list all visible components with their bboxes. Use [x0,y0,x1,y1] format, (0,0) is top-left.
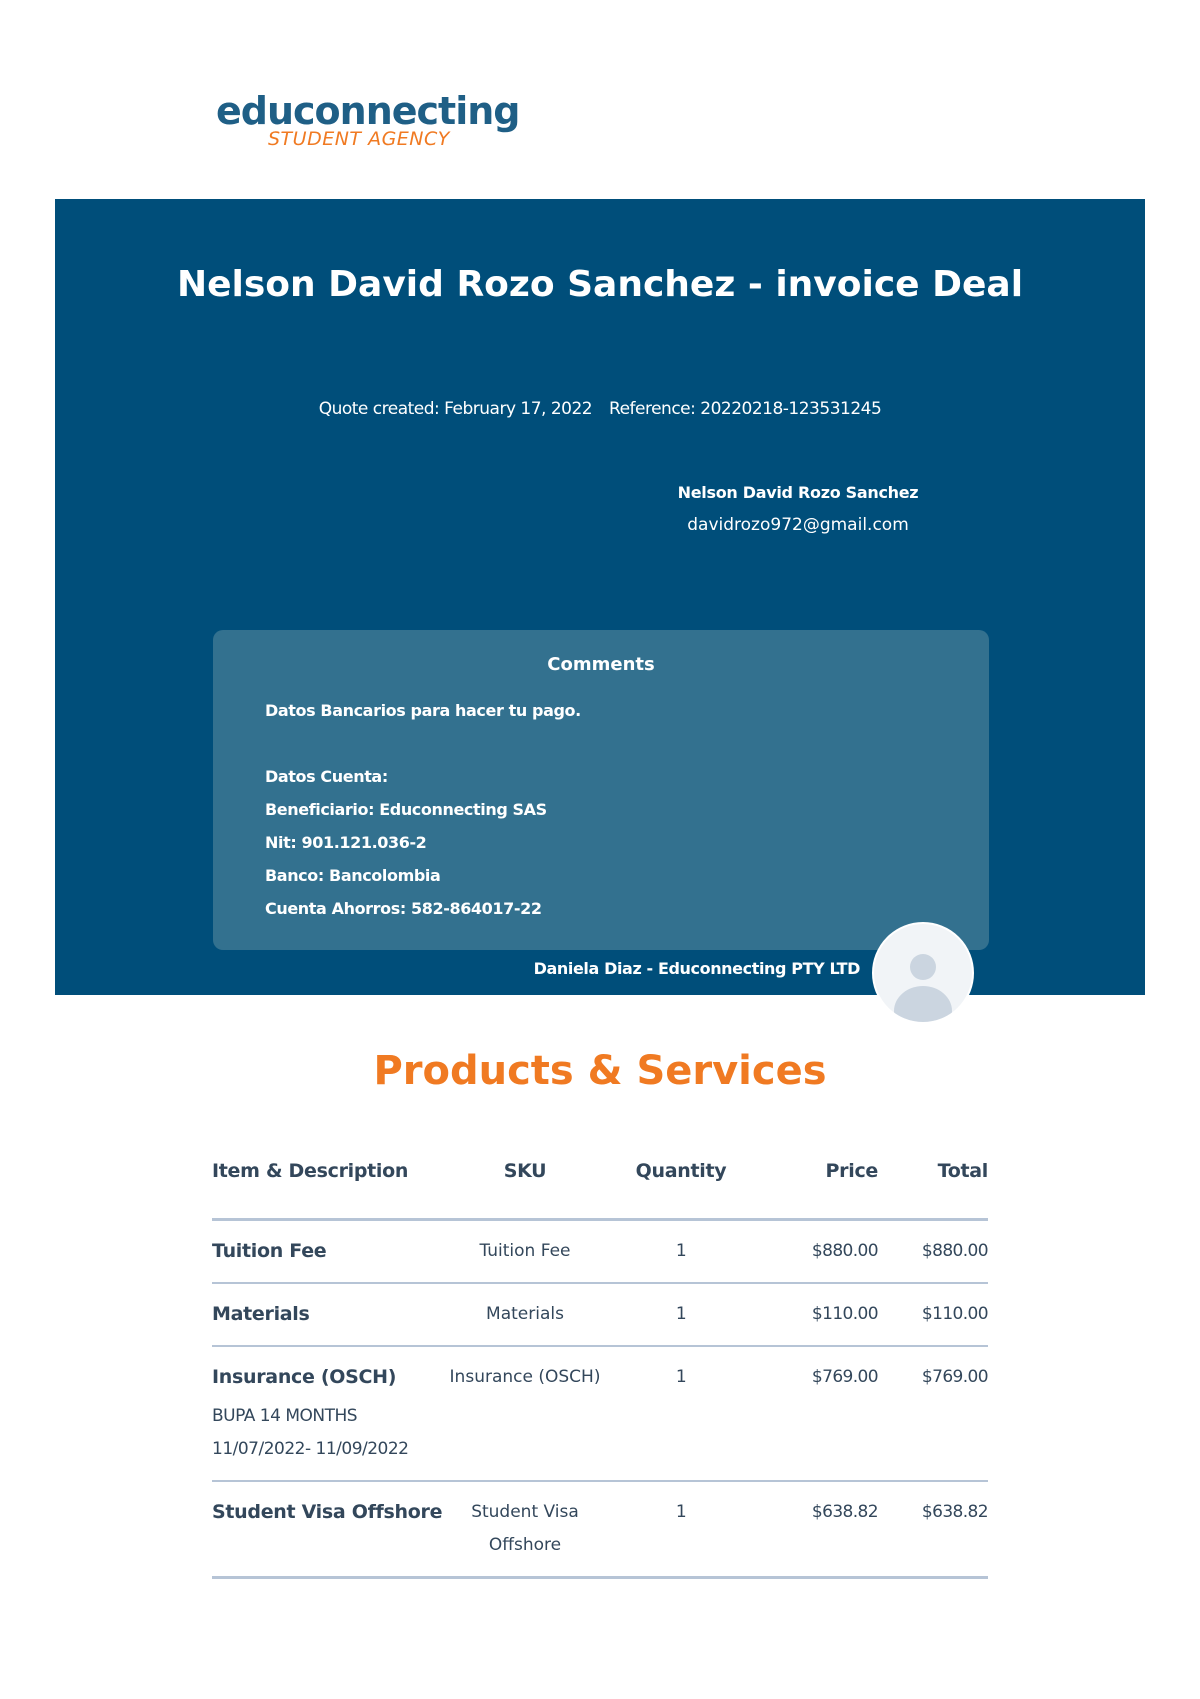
avatar-head-icon [910,954,936,980]
item-name: Materials [212,1303,310,1325]
invoice-header-panel [55,199,1145,995]
item-price: $880.00 [756,1220,878,1284]
column-header-quantity: Quantity [606,1138,756,1220]
quote-created-date: Quote created: February 17, 2022 [318,399,593,419]
products-title: Products & Services [373,1048,827,1094]
item-sku: Student Visa Offshore [444,1481,606,1578]
comments-text [265,694,581,925]
item-total: $110.00 [878,1283,988,1346]
item-total: $769.00 [878,1346,988,1481]
column-header-sku: SKU [444,1138,606,1220]
column-header-price: Price [756,1138,878,1220]
comments-title: Comments [547,654,655,675]
logo-tagline: STUDENT AGENCY [268,128,450,150]
products-table [212,1138,988,1579]
item-name: Insurance (OSCH) [212,1366,397,1388]
comment-line: Datos Cuenta: [265,767,388,786]
contact-block [605,477,991,541]
item-quantity: 1 [606,1283,756,1346]
item-name: Tuition Fee [212,1240,327,1262]
comment-line: Nit: 901.121.036-2 [265,833,427,852]
item-price: $769.00 [756,1346,878,1481]
comment-line: Banco: Bancolombia [265,866,441,885]
company-logo [216,89,520,150]
item-quantity: 1 [606,1346,756,1481]
item-quantity: 1 [606,1481,756,1578]
contact-email: davidrozo972@gmail.com [687,515,909,535]
item-total: $638.82 [878,1481,988,1578]
table-row [212,1220,988,1284]
table-header-row [212,1138,988,1220]
column-header-total: Total [878,1138,988,1220]
item-sku: Tuition Fee [444,1220,606,1284]
quote-reference: Reference: 20220218-123531245 [609,399,882,419]
item-price: $110.00 [756,1283,878,1346]
table-row [212,1283,988,1346]
sender-signature: Daniela Diaz - Educonnecting PTY LTD [533,959,860,978]
avatar-body-icon [894,986,952,1024]
item-sku: Insurance (OSCH) [444,1346,606,1481]
comment-line: Cuenta Ahorros: 582-864017-22 [265,899,542,918]
logo-wordmark: educonnecting [216,89,520,133]
item-quantity: 1 [606,1220,756,1284]
table-row [212,1346,988,1481]
page-title: Nelson David Rozo Sanchez - invoice Deal [176,264,1024,305]
comment-line: Beneficiario: Educonnecting SAS [265,800,547,819]
item-sku: Materials [444,1283,606,1346]
quote-meta [55,399,1145,419]
item-description: BUPA 14 MONTHS 11/07/2022- 11/09/2022 [212,1406,409,1459]
column-header-item: Item & Description [212,1138,444,1220]
item-total: $880.00 [878,1220,988,1284]
item-name: Student Visa Offshore [212,1501,443,1523]
comment-line [265,727,581,760]
avatar [872,922,974,1024]
contact-name: Nelson David Rozo Sanchez [677,483,919,502]
comment-line: Datos Bancarios para hacer tu pago. [265,701,581,720]
comments-box [213,630,989,950]
table-row [212,1481,988,1578]
item-price: $638.82 [756,1481,878,1578]
